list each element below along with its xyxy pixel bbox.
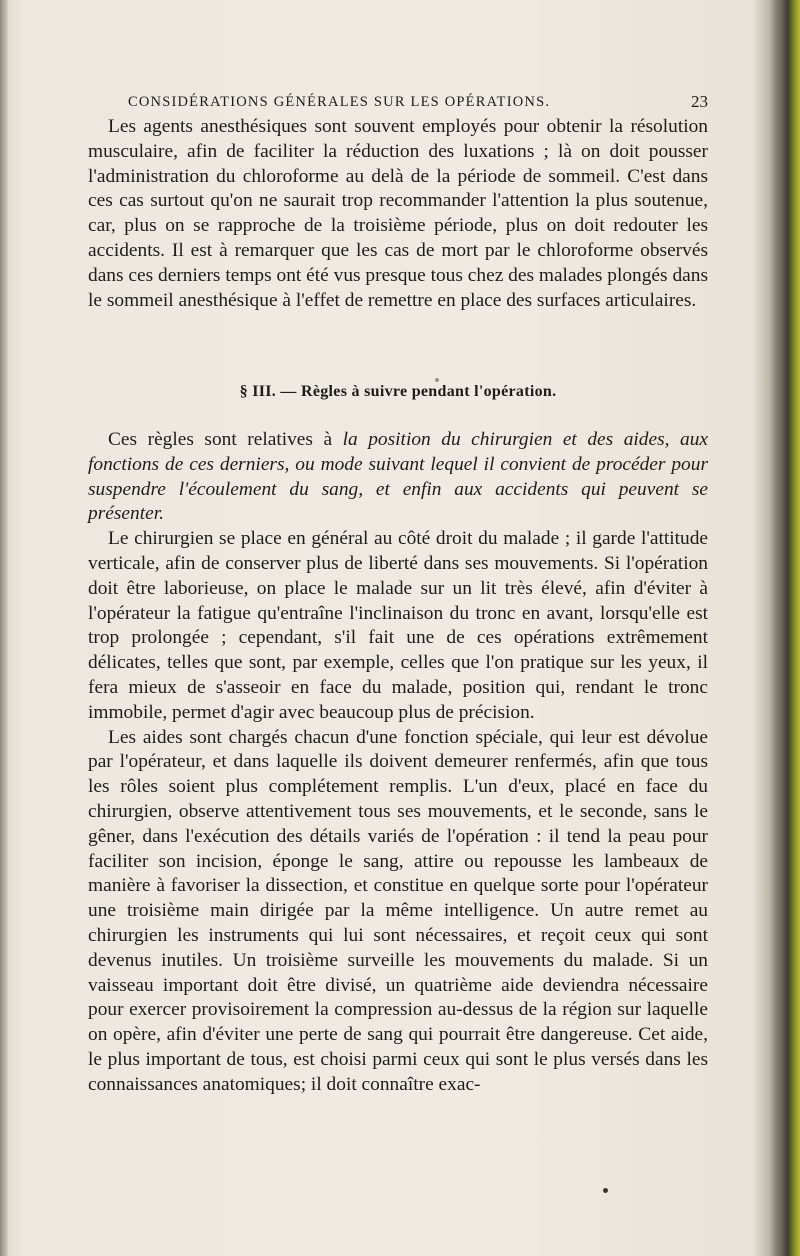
intro-text-block (88, 115, 708, 313)
paragraph-rules-intro (88, 428, 708, 527)
ink-speck-bottom (603, 1188, 608, 1193)
intro-paragraph: Les agents anesthésiques sont souvent employés pour obtenir la résolution musculaire, afin de faciliter la réduction des luxations ; là on doit pousser l'administration du chloroforme au delà de la période de sommeil. C'est dans ces cas surtout qu'on ne saurait trop recommander l'attention la plus soutenue, car, plus on se rapproche de la troisième période, plus on doit redouter les accidents. Il est à remarquer que les cas de mort par le chloroforme observés dans ces derniers temps ont été vus presque tous chez des malades plongés dans le sommeil anesthésique à l'effet de remettre en place des surfaces articulaires. (88, 116, 708, 311)
page-edge-shadow (770, 0, 800, 1256)
paragraph-surgeon-position: Le chirurgien se place en général au côté droit du malade ; il garde l'attitude verticale, afin de conserver plus de liberté dans ses mouvements. Si l'opération doit être laborieuse, on place le malade sur un lit très élevé, afin d'éviter à l'opérateur la fatigue qu'entraîne l'inclinaison du tronc en avant, lorsqu'elle est trop prolongée ; cependant, s'il fait une de ces opérations extrêmement délicates, telles que sont, par exemple, celles que l'on pratique sur les yeux, il fera mieux de s'asseoir en face du malade, position qui, rendant le tronc immobile, permet d'agir avec beaucoup plus de précision. (88, 528, 708, 723)
section-text-block (88, 428, 708, 1098)
section-heading: § III. — Règles à suivre pendant l'opération. (239, 383, 557, 400)
running-title: CONSIDÉRATIONS GÉNÉRALES SUR LES OPÉRATIONS. (128, 94, 551, 110)
paragraph-assistants: Les aides sont chargés chacun d'une fonction spéciale, qui leur est dévolue par l'opérateur, et dans laquelle ils doivent demeurer renfermés, afin que tous les rôles soient plus complétement remplis. L'un d'eux, placé en face du chirurgien, observe attentivement tous ses mouvements, et le seconde, sans le gêner, dans l'exécution des détails variés de l'opération : il tend la peau pour faciliter son incision, éponge le sang, attire ou repousse les lambeaux de manière à favoriser la dissection, et constitue en quelque sorte pour l'opérateur une troisième main dirigée par la même intelligence. Un autre remet au chirurgien les instruments qui lui sont nécessaires, et reçoit ceux qui sont devenus inutiles. Un troisième surveille les mouvements du malade. Si un vaisseau important doit être divisé, un quatrième aide deviendra nécessaire pour exercer provisoirement la compression au-dessus de la région sur laquelle on opère, afin d'éviter une perte de sang qui pourrait être dangereuse. Cet aide, le plus important de tous, est choisi parmi ceux qui sont le plus versés dans les connaissances anatomiques; il doit connaître exac- (88, 726, 708, 1095)
page-number: 23 (691, 92, 708, 111)
ink-speck (435, 378, 439, 382)
page-gutter-shadow (0, 0, 8, 1256)
paragraph-rules-intro-italic: la position du chirurgien et des aides, aux fonctions de ces derniers, ou mode suivant lequel il convient de procéder pour suspendre l'écoulement du sang, et enfin aux accidents qui peuvent se présenter. (88, 429, 709, 525)
paragraph-rules-intro-start: Ces règles sont relatives à (108, 429, 343, 450)
